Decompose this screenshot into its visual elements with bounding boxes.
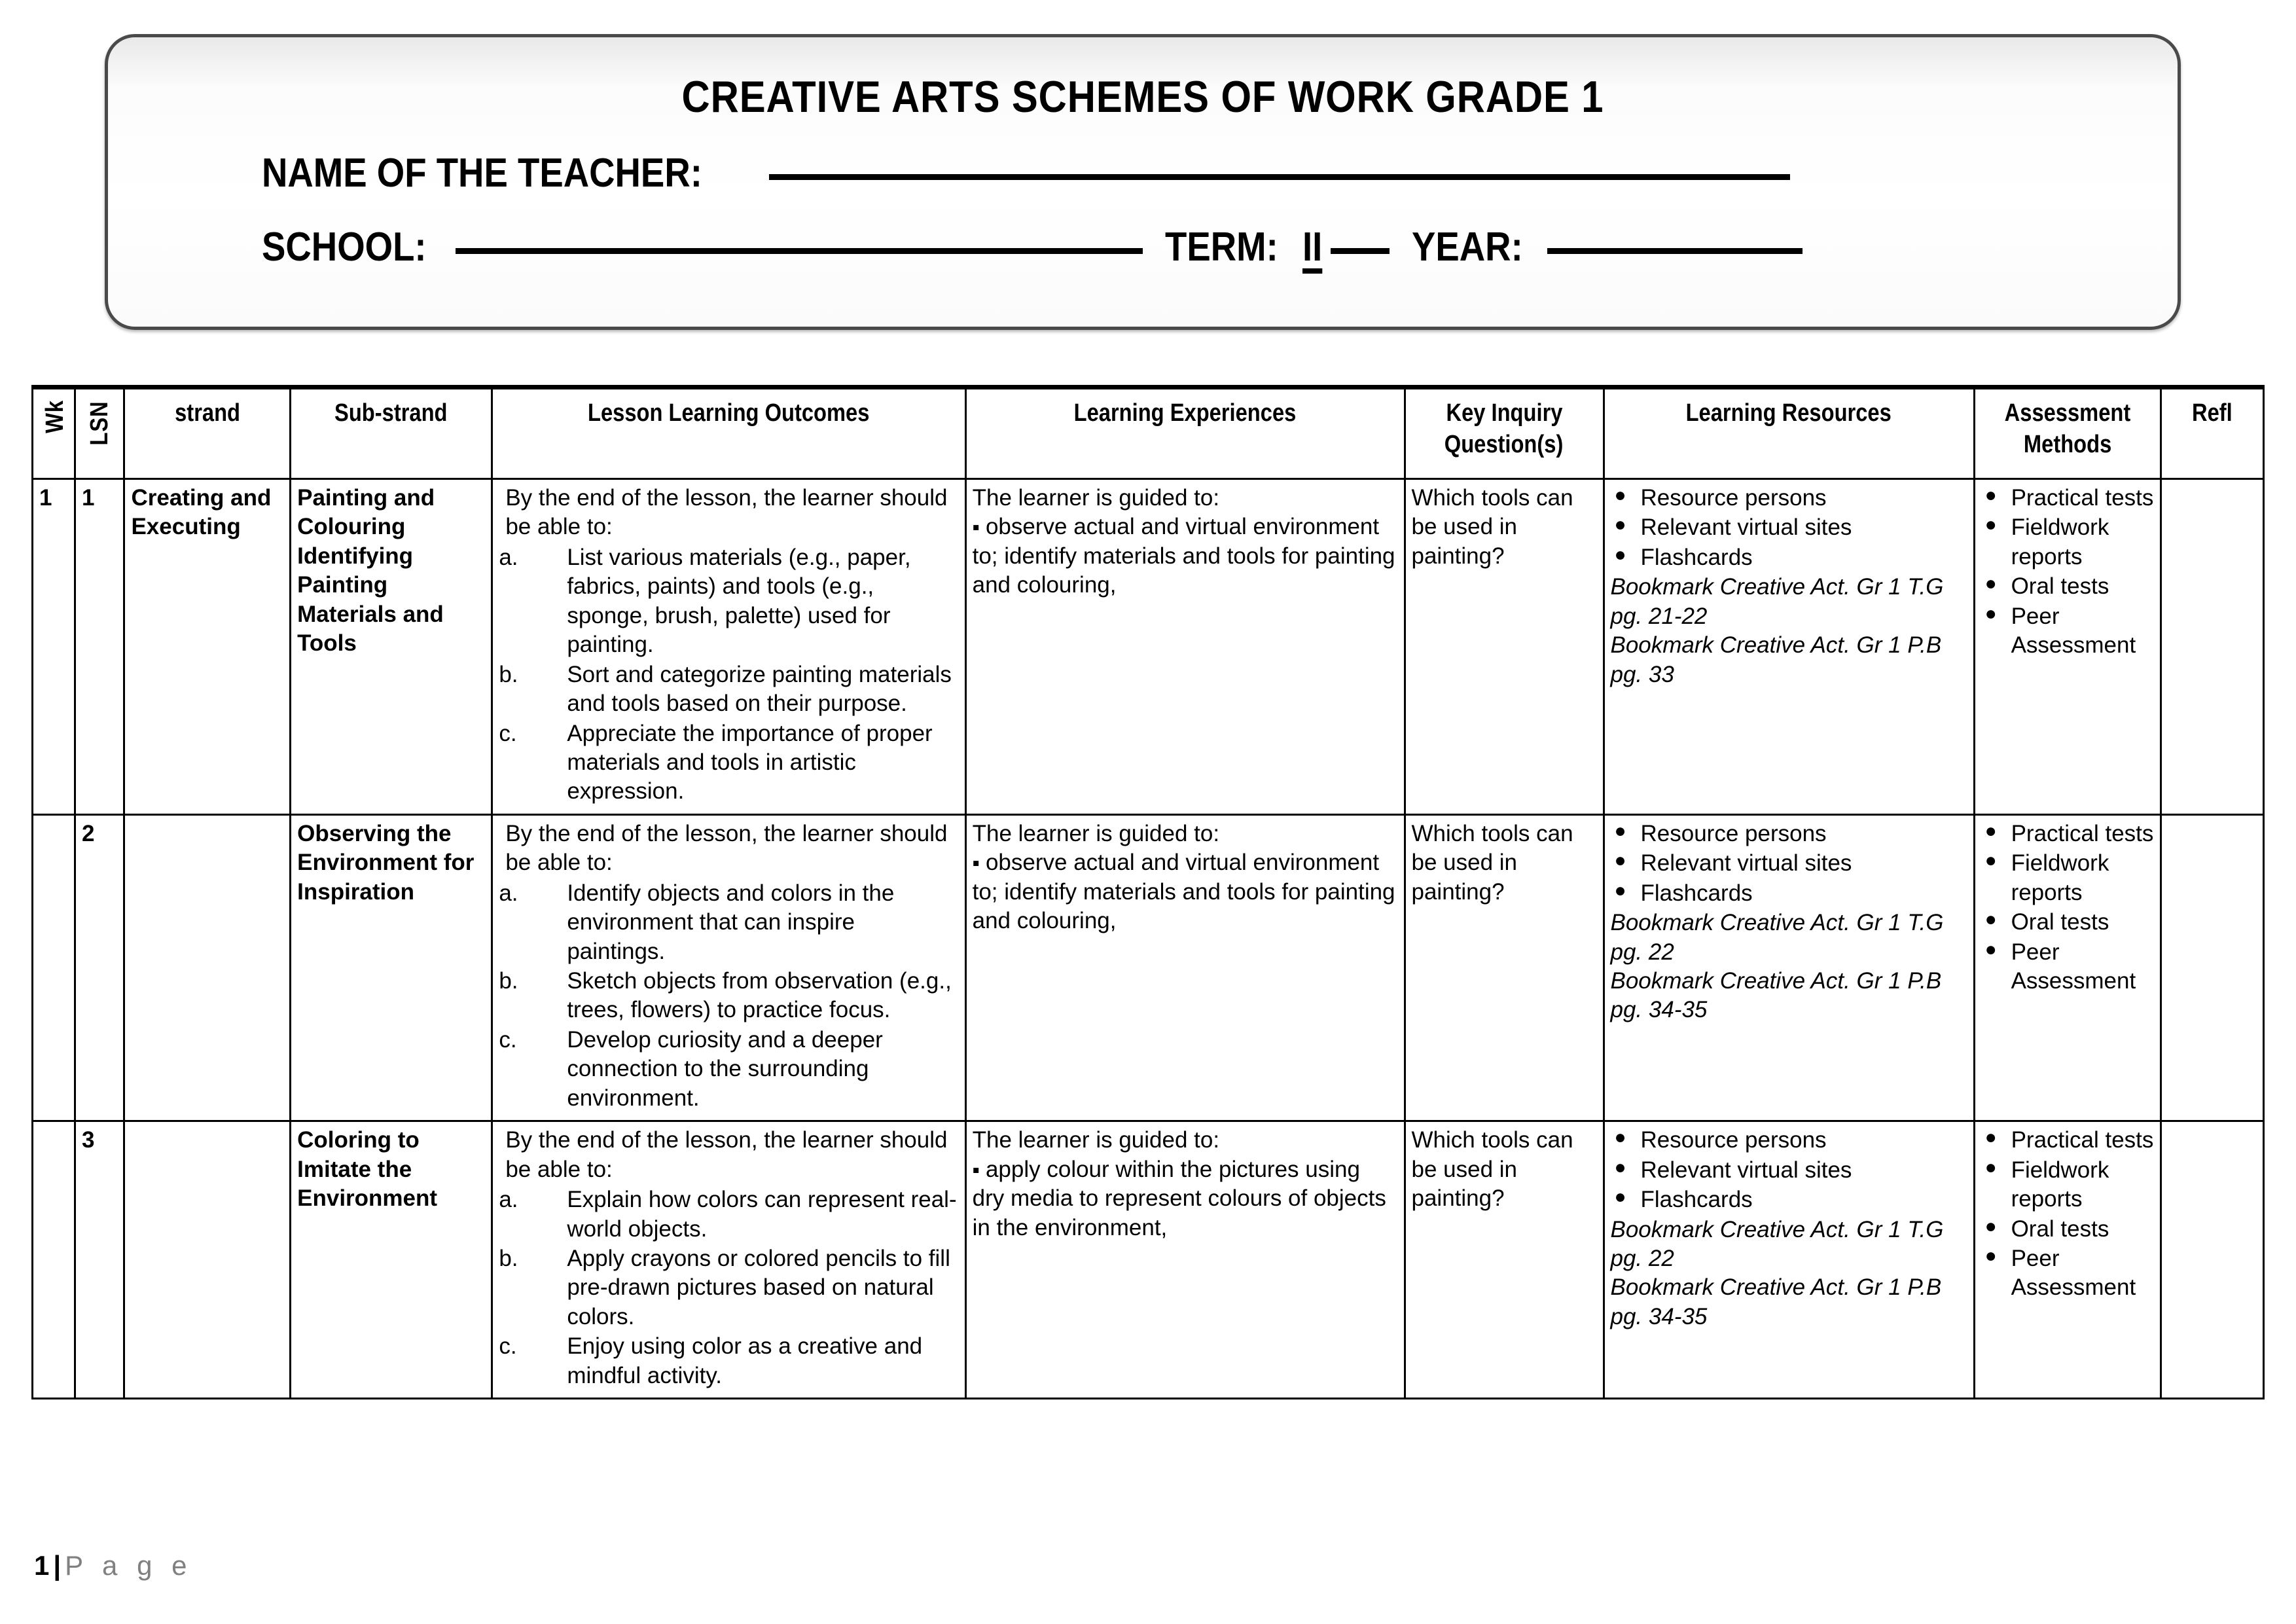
year-label: YEAR: [1411, 225, 1523, 270]
outcome-marker: c. [499, 1026, 517, 1053]
cell-week [33, 1121, 75, 1399]
experience-item: ▪ observe actual and virtual environment to; identify materials and tools for painting and colouring, [973, 848, 1398, 935]
cell-key-inquiry-question [1405, 1121, 1604, 1399]
outcome-marker: a. [499, 1187, 518, 1213]
resource-item: ● Resource persons [1611, 1126, 1967, 1155]
resource-reference: Bookmark Creative Act. Gr 1 T.G pg. 22 [1610, 1216, 1944, 1271]
experiences-list [973, 1155, 1398, 1242]
cell-sub-strand: Observing the Environment for Inspiration [291, 814, 492, 1121]
column-header-inquiry-line1: Key Inquiry [1446, 399, 1562, 427]
column-header-experiences-label: Learning Experiences [1073, 399, 1297, 427]
outcome-item [499, 967, 958, 1025]
cell-reflection [2161, 479, 2263, 815]
outcome-marker: c. [499, 720, 517, 746]
column-header-wk-label: Wk [41, 400, 69, 433]
experiences-list [973, 848, 1398, 935]
assessment-item: ● Peer Assessment [1981, 602, 2154, 660]
outcome-marker: a. [499, 544, 518, 570]
teacher-name-input[interactable] [769, 174, 1790, 180]
resources-list [1611, 484, 1967, 572]
outcome-item [499, 1244, 958, 1331]
cell-lesson-number: 3 [75, 1121, 124, 1399]
assessment-list [1981, 1126, 2154, 1303]
assessment-item: ● Oral tests [1981, 1215, 2154, 1244]
column-header-learning-resources [1604, 388, 1974, 479]
outcome-text: Sketch objects from observation (e.g., trees, flowers) to practice focus. [567, 968, 952, 1023]
column-header-sub-strand [291, 388, 492, 479]
column-header-lesson-learning-outcomes [492, 388, 965, 479]
experiences-intro: The learner is guided to: [972, 485, 1220, 511]
outcomes-list [499, 1185, 958, 1390]
outcome-text: Appreciate the importance of proper materials and tools in artistic expression. [567, 720, 933, 804]
column-header-inquiry-line2: Question(s) [1444, 431, 1564, 459]
outcome-text: Develop curiosity and a deeper connection to the surrounding environment. [567, 1026, 883, 1111]
cell-strand: Creating and Executing [124, 479, 291, 815]
table-row [33, 814, 2264, 1121]
cell-strand [124, 814, 291, 1121]
cell-reflection [2161, 1121, 2263, 1399]
outcome-text: Sort and categorize painting materials and tools based on their purpose. [567, 661, 952, 717]
column-header-sub-strand-label: Sub-strand [334, 399, 448, 427]
column-header-key-inquiry-questions [1405, 388, 1604, 479]
inquiry-text: Which tools can be used in painting? [1411, 1127, 1573, 1212]
cell-lesson-learning-outcomes [492, 1121, 965, 1399]
resource-item: ● Resource persons [1611, 820, 1967, 848]
outcome-item [499, 543, 958, 660]
assessment-item: ● Oral tests [1981, 908, 2154, 937]
resources-list [1611, 1126, 1967, 1214]
outcomes-intro: By the end of the lesson, the learner should be able to: [505, 1127, 948, 1182]
outcome-item [499, 719, 958, 806]
outcome-text: Enjoy using color as a creative and mindful activity. [567, 1333, 923, 1388]
cell-assessment-methods [1974, 814, 2161, 1121]
table-row [33, 1121, 2264, 1399]
resource-item: ● Resource persons [1611, 484, 1967, 513]
outcome-text: Apply crayons or colored pencils to fill pre-drawn pictures based on natural colors. [567, 1245, 950, 1329]
footer-page-number: 1 [34, 1550, 50, 1581]
cell-week [33, 814, 75, 1121]
outcome-item [499, 1332, 958, 1390]
outcome-marker: b. [499, 661, 518, 687]
table-body [33, 479, 2264, 1399]
column-header-outcomes-label: Lesson Learning Outcomes [588, 399, 870, 427]
resource-item: ● Relevant virtual sites [1611, 1156, 1967, 1185]
cell-reflection [2161, 814, 2263, 1121]
table-row [33, 479, 2264, 815]
column-header-learning-experiences [965, 388, 1405, 479]
outcome-text: List various materials (e.g., paper, fabrics, paints) and tools (e.g., sponge, brush, palette) used for painting. [567, 544, 911, 658]
experiences-list [973, 513, 1398, 600]
cell-lesson-number: 1 [75, 479, 124, 815]
column-header-refl [2161, 388, 2263, 479]
cell-learning-experiences [965, 1121, 1405, 1399]
assessment-item: ● Fieldwork reports [1981, 1156, 2154, 1214]
cell-assessment-methods [1974, 1121, 2161, 1399]
column-header-lsn-label: LSN [86, 401, 114, 446]
column-header-strand [124, 388, 291, 479]
cell-lesson-number: 2 [75, 814, 124, 1121]
outcome-text: Identify objects and colors in the environment that can inspire paintings. [567, 880, 895, 964]
assessment-item: ● Fieldwork reports [1981, 849, 2154, 907]
term-label: TERM: [1164, 225, 1278, 270]
school-label: SCHOOL: [262, 225, 427, 270]
cell-key-inquiry-question [1405, 479, 1604, 815]
cell-learning-resources [1604, 1121, 1974, 1399]
experience-item: ▪ apply colour within the pictures using dry media to represent colours of objects in the environment, [973, 1155, 1398, 1242]
cell-learning-experiences [965, 814, 1405, 1121]
assessment-item: ● Fieldwork reports [1981, 513, 2154, 571]
outcome-text: Explain how colors can represent real-world objects. [567, 1187, 957, 1242]
assessment-list [1981, 820, 2154, 996]
outcome-item [499, 1185, 958, 1244]
resources-list [1611, 820, 1967, 908]
resource-item: ● Flashcards [1611, 1185, 1967, 1214]
cell-learning-resources [1604, 814, 1974, 1121]
outcome-marker: c. [499, 1333, 517, 1360]
column-header-assessment-line1: Assessment [2004, 399, 2130, 427]
table-header-row [33, 388, 2264, 479]
resource-reference: Bookmark Creative Act. Gr 1 T.G pg. 21-22 [1610, 574, 1944, 629]
outcomes-intro: By the end of the lesson, the learner should be able to: [505, 485, 948, 540]
resource-item: ● Flashcards [1611, 543, 1967, 572]
column-header-assessment-line2: Methods [2023, 431, 2111, 459]
school-term-year-field-row [262, 224, 2178, 270]
schemes-of-work-table-wrapper [31, 385, 2265, 1399]
assessment-item: ● Practical tests [1981, 1126, 2154, 1155]
year-input[interactable] [1547, 248, 1803, 254]
cell-sub-strand: Coloring to Imitate the Environment [291, 1121, 492, 1399]
outcome-marker: b. [499, 1245, 518, 1271]
resource-reference: Bookmark Creative Act. Gr 1 P.B pg. 34-35 [1610, 1274, 1942, 1329]
footer-separator: | [53, 1550, 62, 1581]
term-input[interactable] [1331, 248, 1390, 254]
assessment-item: ● Practical tests [1981, 484, 2154, 513]
resource-item: ● Flashcards [1611, 879, 1967, 908]
resource-item: ● Relevant virtual sites [1611, 849, 1967, 878]
column-header-wk [33, 388, 75, 479]
outcome-item [499, 1026, 958, 1113]
assessment-item: ● Peer Assessment [1981, 1244, 2154, 1303]
school-input[interactable] [456, 248, 1143, 254]
footer-page-word: P a g e [65, 1550, 193, 1581]
inquiry-text: Which tools can be used in painting? [1411, 485, 1573, 569]
assessment-item: ● Practical tests [1981, 820, 2154, 848]
page-title: CREATIVE ARTS SCHEMES OF WORK GRADE 1 [681, 72, 1604, 122]
resource-reference: Bookmark Creative Act. Gr 1 P.B pg. 33 [1610, 632, 1942, 687]
assessment-item: ● Peer Assessment [1981, 938, 2154, 996]
experiences-intro: The learner is guided to: [972, 1127, 1220, 1153]
assessment-item: ● Oral tests [1981, 572, 2154, 601]
teacher-name-field-row [262, 150, 2178, 196]
schemes-of-work-table [31, 385, 2265, 1399]
column-header-strand-label: strand [174, 399, 240, 427]
outcomes-intro: By the end of the lesson, the learner should be able to: [505, 820, 948, 876]
inquiry-text: Which tools can be used in painting? [1411, 820, 1573, 905]
experience-item: ▪ observe actual and virtual environment to; identify materials and tools for painting and colouring, [973, 513, 1398, 600]
term-value[interactable]: II [1302, 225, 1323, 270]
outcome-item [499, 660, 958, 719]
column-header-assessment-methods [1974, 388, 2161, 479]
outcome-marker: a. [499, 880, 518, 906]
cell-key-inquiry-question [1405, 814, 1604, 1121]
resource-item: ● Relevant virtual sites [1611, 513, 1967, 542]
document-header-box [105, 34, 2181, 330]
cell-assessment-methods [1974, 479, 2161, 815]
cell-week: 1 [33, 479, 75, 815]
assessment-list [1981, 484, 2154, 660]
experiences-intro: The learner is guided to: [972, 820, 1220, 846]
resource-reference: Bookmark Creative Act. Gr 1 T.G pg. 22 [1610, 910, 1944, 965]
cell-learning-resources [1604, 479, 1974, 815]
cell-lesson-learning-outcomes [492, 814, 965, 1121]
resource-reference: Bookmark Creative Act. Gr 1 P.B pg. 34-35 [1610, 968, 1942, 1023]
outcomes-list [499, 879, 958, 1113]
teacher-name-label: NAME OF THE TEACHER: [262, 151, 702, 196]
cell-learning-experiences [965, 479, 1405, 815]
cell-sub-strand: Painting and Colouring Identifying Painting Materials and Tools [291, 479, 492, 815]
page-footer [34, 1550, 192, 1581]
column-header-refl-label: Refl [2191, 399, 2233, 427]
outcome-marker: b. [499, 968, 518, 994]
cell-strand [124, 1121, 291, 1399]
outcome-item [499, 879, 958, 966]
cell-lesson-learning-outcomes [492, 479, 965, 815]
column-header-lsn [75, 388, 124, 479]
column-header-resources-label: Learning Resources [1685, 399, 1892, 427]
outcomes-list [499, 543, 958, 806]
